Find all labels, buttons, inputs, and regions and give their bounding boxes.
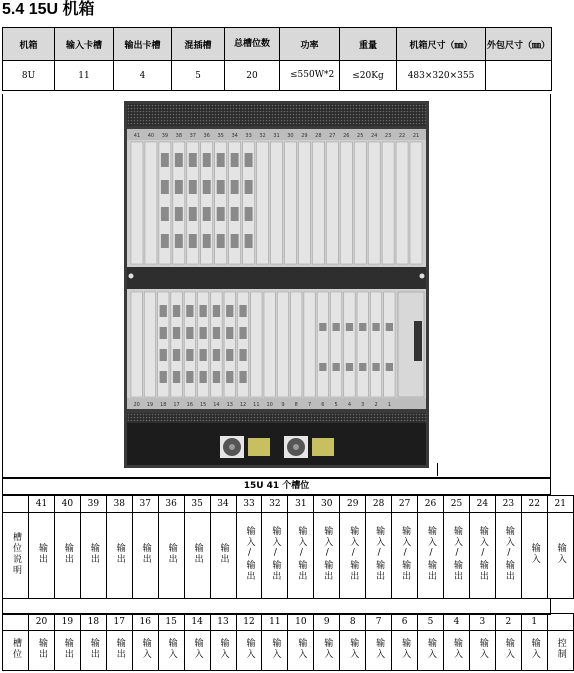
slot-type: 输入: [444, 631, 470, 671]
chassis-card: [257, 142, 269, 264]
chassis-card: [144, 292, 155, 397]
card-port: [226, 327, 233, 339]
slot-type: 输出: [158, 513, 184, 599]
slot-number: 35: [184, 496, 210, 513]
chassis-card: [357, 292, 368, 397]
slot-type: 输出: [184, 513, 210, 599]
chassis-card: [277, 292, 288, 397]
spec-value-cell: ≤20Kg: [340, 61, 397, 91]
slot-type: 输入: [521, 631, 547, 671]
slot-type: 输入/输出: [288, 513, 314, 599]
slot-type: 输入: [288, 631, 314, 671]
chassis-slot-number: 28: [315, 133, 322, 139]
slot-number: 13: [210, 614, 236, 631]
chassis-slot-number: 24: [370, 133, 378, 139]
card-port: [346, 363, 353, 371]
card-port: [200, 305, 207, 317]
slot-type: 输出: [29, 631, 55, 671]
chassis-slot-number: 13: [226, 402, 233, 408]
card-port: [161, 153, 169, 167]
spec-header-cell: 重量: [340, 28, 397, 61]
chassis-card: [271, 142, 283, 264]
chassis-slot-number: 35: [217, 133, 224, 139]
slot-type: 输入/输出: [392, 513, 418, 599]
slot-type: 控制: [547, 631, 573, 671]
slot-row-label: 槽位: [3, 631, 29, 671]
slot-type: 输入/输出: [314, 513, 340, 599]
chassis-slot-number: 33: [245, 133, 252, 139]
card-port: [161, 180, 169, 194]
card-port: [231, 153, 239, 167]
chassis-slot-number: 15: [199, 402, 207, 408]
card-port: [161, 234, 169, 248]
mount-screw: [129, 274, 134, 279]
slot-number: 37: [132, 496, 158, 513]
spec-header-cell: 功率: [280, 28, 340, 61]
spec-value-cell: 8U: [3, 61, 55, 91]
spec-table: [2, 27, 552, 91]
slot-type: 输入: [547, 513, 573, 599]
chassis-card: [382, 142, 394, 264]
card-port: [217, 234, 225, 248]
slot-number: 31: [288, 496, 314, 513]
slot-type: 输入: [521, 513, 547, 599]
slot-number: 30: [314, 496, 340, 513]
chassis-slot-number: 18: [160, 402, 167, 408]
card-port: [203, 180, 211, 194]
card-port: [239, 305, 246, 317]
slot-number: 5: [418, 614, 444, 631]
chassis-card: [284, 142, 296, 264]
chassis-slot-number: 23: [384, 133, 392, 139]
slot-number: 11: [262, 614, 288, 631]
card-port: [203, 207, 211, 221]
slot-type: 输入/输出: [444, 513, 470, 599]
card-port: [200, 327, 207, 339]
spec-value-cell: 483×320×355: [397, 61, 486, 91]
chassis-card: [131, 292, 142, 397]
card-port: [359, 363, 366, 371]
card-port: [160, 371, 167, 383]
card-port: [239, 371, 246, 383]
chassis-card: [131, 142, 143, 264]
slot-number: 28: [366, 496, 392, 513]
card-port: [231, 207, 239, 221]
slot-number: 2: [495, 614, 521, 631]
spec-value-cell: 5: [172, 61, 225, 91]
card-port: [245, 207, 253, 221]
upper-slot-table: [2, 495, 574, 599]
card-port: [186, 349, 193, 361]
slot-number: 29: [340, 496, 366, 513]
slot-number: 3: [469, 614, 495, 631]
chassis-card: [340, 142, 352, 264]
chassis-card: [317, 292, 328, 397]
card-port: [186, 371, 193, 383]
slot-type: 输入: [262, 631, 288, 671]
chassis-slot-number: 12: [239, 402, 247, 408]
slot-type: 输入/输出: [340, 513, 366, 599]
spec-header-cell: 输入卡槽: [55, 28, 114, 61]
spec-header-cell: 总槽位数: [225, 28, 280, 61]
spec-value-cell: ≤550W*2: [280, 61, 340, 91]
card-port: [217, 180, 225, 194]
card-port: [319, 363, 326, 371]
slot-number: 15: [158, 614, 184, 631]
chassis-card: [298, 142, 310, 264]
card-port: [189, 207, 197, 221]
card-port: [186, 305, 193, 317]
slot-number: 36: [158, 496, 184, 513]
chassis-slot-number: 11: [253, 402, 260, 408]
spec-header-cell: 机箱尺寸（㎜）: [397, 28, 486, 61]
chassis-card: [396, 142, 408, 264]
card-port: [386, 363, 393, 371]
chassis-card: [344, 292, 355, 397]
card-port: [173, 327, 180, 339]
control-ports: [414, 321, 422, 361]
slot-type: 输出: [132, 513, 158, 599]
card-port: [245, 180, 253, 194]
spec-value-cell: 20: [225, 61, 280, 91]
card-port: [359, 323, 366, 331]
slot-type: 输入/输出: [495, 513, 521, 599]
chassis-slot-number: 37: [189, 133, 196, 139]
chassis-slot-number: 1: [387, 402, 391, 408]
card-port: [203, 153, 211, 167]
card-port: [213, 327, 220, 339]
slot-number: 7: [366, 614, 392, 631]
card-port: [189, 153, 197, 167]
card-port: [231, 234, 239, 248]
chassis-slot-number: 31: [273, 133, 280, 139]
card-port: [200, 371, 207, 383]
slot-caption: 15U 41 个槽位: [2, 478, 551, 495]
slot-type: 输入: [236, 631, 262, 671]
slot-number: 32: [262, 496, 288, 513]
spec-header-cell: 混插槽: [172, 28, 225, 61]
card-port: [213, 305, 220, 317]
spec-header-row: [3, 28, 552, 61]
chassis-slot-number: 3: [361, 402, 365, 408]
card-port: [386, 323, 393, 331]
chassis-image-frame: [2, 94, 551, 478]
lower-slot-table: [2, 613, 574, 671]
chassis-slot-number: 10: [266, 402, 273, 408]
slot-type: 输入/输出: [262, 513, 288, 599]
chassis-slot-number: 9: [281, 402, 285, 408]
card-port: [231, 180, 239, 194]
slot-type: 输入: [340, 631, 366, 671]
slot-number: 21: [547, 496, 573, 513]
slot-type: 输入: [418, 631, 444, 671]
slot-type: 输入: [184, 631, 210, 671]
slot-number: 25: [444, 496, 470, 513]
slot-row-label: 槽位说明: [3, 513, 29, 599]
slot-number: 17: [106, 614, 132, 631]
card-port: [200, 349, 207, 361]
card-port: [203, 234, 211, 248]
slot-number: 26: [418, 496, 444, 513]
card-port: [189, 180, 197, 194]
chassis-slot-number: 41: [133, 133, 141, 139]
card-port: [372, 363, 379, 371]
slot-number: 27: [392, 496, 418, 513]
slot-number: 38: [106, 496, 132, 513]
slot-type: 输出: [29, 513, 55, 599]
card-port: [160, 327, 167, 339]
slot-number: 22: [521, 496, 547, 513]
slot-type: 输出: [54, 513, 80, 599]
chassis-slot-number: 25: [357, 133, 364, 139]
card-port: [226, 305, 233, 317]
chassis-slot-number: 39: [161, 133, 169, 139]
chassis-slot-number: 40: [147, 133, 155, 139]
card-port: [333, 323, 340, 331]
slot-number: 34: [210, 496, 236, 513]
card-port: [213, 349, 220, 361]
chassis-card: [410, 142, 422, 264]
chassis-card: [368, 142, 380, 264]
card-port: [173, 305, 180, 317]
card-port: [346, 323, 353, 331]
slot-type: 输入: [132, 631, 158, 671]
spec-value-cell: [486, 61, 552, 91]
slot-number: 40: [54, 496, 80, 513]
card-port: [175, 207, 183, 221]
chassis-slot-number: 34: [231, 133, 238, 139]
card-port: [217, 153, 225, 167]
slot-type: 输出: [106, 631, 132, 671]
spec-header-cell: 外包尺寸（㎜）: [486, 28, 552, 61]
slot-number: 12: [236, 614, 262, 631]
chassis-slot-number: 27: [329, 133, 336, 139]
spec-value-cell: 4: [114, 61, 172, 91]
card-port: [226, 349, 233, 361]
card-port: [372, 323, 379, 331]
chassis-card: [291, 292, 302, 397]
chassis-slot-number: 14: [213, 402, 220, 408]
slot-number: 16: [132, 614, 158, 631]
top-vent: [127, 104, 426, 126]
slot-type: 输出: [54, 631, 80, 671]
card-port: [245, 153, 253, 167]
chassis-card: [370, 292, 381, 397]
mount-screw: [420, 274, 425, 279]
chassis-slot-number: 22: [398, 133, 406, 139]
chassis-card: [354, 142, 366, 264]
spec-value-row: [3, 61, 552, 91]
chassis-slot-number: 6: [321, 402, 325, 408]
chassis-slot-number: 7: [307, 402, 312, 408]
chassis-slot-number: 21: [412, 133, 420, 139]
slot-type: 输出: [80, 513, 106, 599]
slot-type: 输出: [210, 513, 236, 599]
card-port: [239, 327, 246, 339]
card-port: [175, 153, 183, 167]
chassis-slot-number: 32: [259, 133, 266, 139]
card-port: [173, 349, 180, 361]
chassis-card: [145, 142, 157, 264]
slot-number: 20: [29, 614, 55, 631]
card-port: [245, 234, 253, 248]
slot-type: 输入: [366, 631, 392, 671]
chassis-slot-number: 2: [374, 402, 378, 408]
slot-type: 输入: [314, 631, 340, 671]
chassis-slot-number: 36: [203, 133, 210, 139]
chassis-card: [264, 292, 275, 397]
slot-number: 24: [469, 496, 495, 513]
card-port: [189, 234, 197, 248]
card-port: [173, 371, 180, 383]
card-port: [217, 207, 225, 221]
card-port: [333, 363, 340, 371]
card-port: [175, 234, 183, 248]
card-port: [239, 349, 246, 361]
slot-type: 输出: [106, 513, 132, 599]
slot-type: 输入: [158, 631, 184, 671]
slot-type: 输入/输出: [469, 513, 495, 599]
slot-number: 8: [340, 614, 366, 631]
slot-type: 输入: [210, 631, 236, 671]
slot-number: 1: [521, 614, 547, 631]
card-port: [160, 349, 167, 361]
spec-header-cell: 机箱: [3, 28, 55, 61]
card-port: [226, 371, 233, 383]
slot-number: 9: [314, 614, 340, 631]
slot-number: 33: [236, 496, 262, 513]
card-port: [160, 305, 167, 317]
chassis-slot-number: 30: [287, 133, 294, 139]
chassis-slot-number: 38: [175, 133, 183, 139]
chassis-slot-number: 4: [347, 402, 352, 408]
bottom-vent: [127, 413, 426, 423]
slot-type: 输入: [469, 631, 495, 671]
mid-divider: [127, 267, 426, 289]
chassis-slot-number: 29: [301, 133, 308, 139]
chassis-card: [312, 142, 324, 264]
slot-number: 6: [392, 614, 418, 631]
chassis-card: [251, 292, 262, 397]
chassis-front-panel: [124, 101, 429, 468]
slot-type: 输入/输出: [366, 513, 392, 599]
chassis-slot-number: 8: [294, 402, 298, 408]
slot-type: 输出: [80, 631, 106, 671]
chassis-slot-number: 26: [343, 133, 350, 139]
slot-number: 41: [29, 496, 55, 513]
slot-type: 输入: [392, 631, 418, 671]
slot-number: 18: [80, 614, 106, 631]
card-port: [319, 323, 326, 331]
slot-type: 输入/输出: [418, 513, 444, 599]
slot-number: 19: [54, 614, 80, 631]
card-port: [175, 180, 183, 194]
chassis-slot-number: 20: [133, 402, 140, 408]
slot-number: 14: [184, 614, 210, 631]
chassis-slot-number: 19: [146, 402, 154, 408]
card-port: [186, 327, 193, 339]
chassis-card: [331, 292, 342, 397]
chassis-slot-number: 17: [173, 402, 180, 408]
chassis-card: [304, 292, 315, 397]
chassis-slot-number: 16: [186, 402, 194, 408]
slot-number: 10: [288, 614, 314, 631]
slot-number: 39: [80, 496, 106, 513]
chassis-card: [326, 142, 338, 264]
slot-type: 输入: [495, 631, 521, 671]
chassis-slot-number: 5: [334, 402, 338, 408]
spec-value-cell: 11: [55, 61, 114, 91]
spec-header-cell: 输出卡槽: [114, 28, 172, 61]
slot-number: 4: [444, 614, 470, 631]
card-port: [213, 371, 220, 383]
card-port: [161, 207, 169, 221]
slot-number: 23: [495, 496, 521, 513]
power-bay: [127, 423, 426, 465]
slot-number: [547, 614, 573, 631]
section-title: 5.4 15U 机箱: [2, 1, 95, 18]
chassis-card: [384, 292, 395, 397]
slot-type: 输入/输出: [236, 513, 262, 599]
